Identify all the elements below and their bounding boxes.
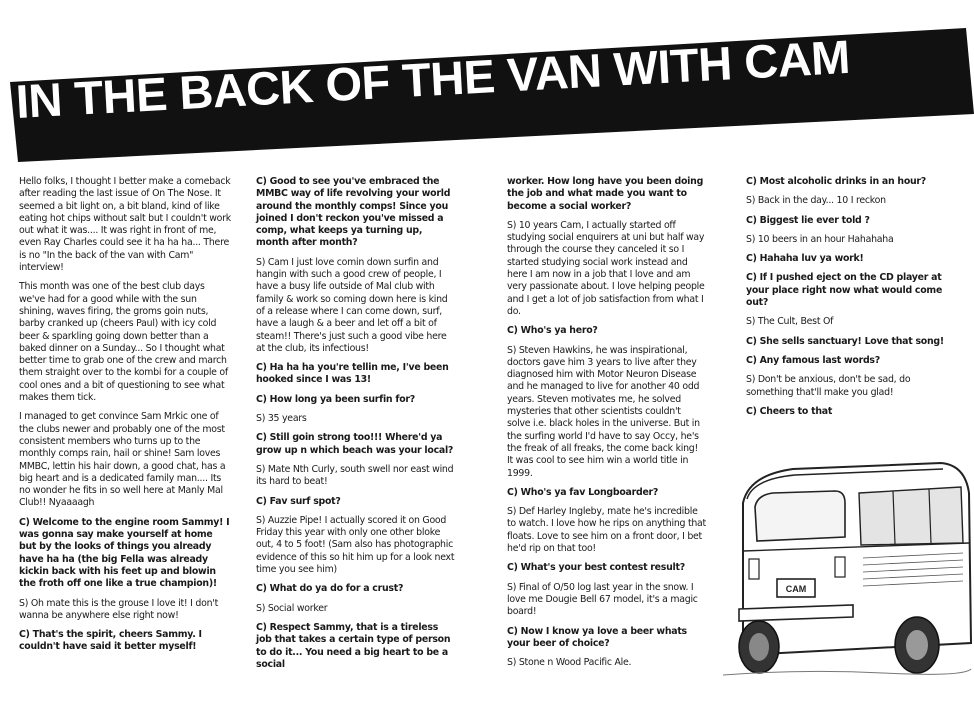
interview-paragraph: S) 10 beers in an hour Hahahaha <box>746 233 894 245</box>
interview-paragraph: S) The Cult, Best Of <box>746 316 834 328</box>
interview-question: C) Biggest lie ever told ? <box>746 214 870 226</box>
interview-question: C) What's your best contest result? <box>507 562 685 574</box>
title-banner <box>0 0 974 175</box>
interview-paragraph: S) Social worker <box>256 602 328 614</box>
interview-question: C) Who's ya hero? <box>507 325 598 337</box>
interview-question: C) Still goin strong too!!! Where'd ya grow up n which beach was your local? <box>256 432 454 456</box>
interview-paragraph: S) Def Harley Ingleby, mate he's incredible to watch. I love how he rips on anything that floats. Love to see him on a front door, I bet he'd rip on that too! <box>507 506 706 555</box>
kombi-van-illustration <box>713 433 973 701</box>
interview-question: C) Hahaha luv ya work! <box>746 253 864 265</box>
interview-question: C) That's the spirit, cheers Sammy. I couldn't have said it better myself! <box>19 629 202 653</box>
interview-question: C) If I pushed eject on the CD player at your place right now what would come out? <box>746 272 943 309</box>
article-column-4 <box>746 176 954 425</box>
interview-question: C) Most alcoholic drinks in an hour? <box>746 176 926 187</box>
interview-paragraph: Hello folks, I thought I better make a comeback after reading the last issue of On The Nose. It seemed a bit light on, a bit bland, kind of like eating hot chips without salt but I couldn't work out what it was.... It was right in front of me, even Ray Charles could see it ha ha ha... There is no "In the back of the van with Cam" interview! <box>19 176 231 274</box>
interview-paragraph: S) Steven Hawkins, he was inspirational, doctors gave him 3 years to live after they diagnosed him with Motor Neuron Disease and he managed to live for another 40 odd years. Steven motivates me, he solved mysteries that other scientists couldn't solve i.e. black holes in the universe. But in the surfing world I'd have to say Occy, he's the freak of all freaks, the come back king! It was cool to see him win a world title in 1999. <box>507 344 700 479</box>
interview-question: C) Who's ya fav Longboarder? <box>507 486 659 498</box>
article-column-2 <box>256 176 456 678</box>
interview-question: C) Now I know ya love a beer whats your beer of choice? <box>507 625 687 649</box>
interview-paragraph: S) Cam I just love comin down surfin and hangin with such a good crew of people, I have a busy life outside of Mal club with family & work so coming down here is kind of a release where I can come down, surf, have a laugh & a beer and let off a bit of steam!! There's just such a good vibe here at the club, its infectious! <box>256 256 448 354</box>
interview-paragraph: This month was one of the best club days we've had for a good while with the sun shining, waves firing, the groms goin nuts, barby cranked up (cheers Paul) with icy cold beer & sparkling going down better than a baked dinner on a Sunday... So I thought what better time to grab one of the crew and march them straight over to the kombi for a couple of cool ones and a bit of questioning to see what makes them tick. <box>19 281 228 404</box>
interview-paragraph: S) Mate Nth Curly, south swell nor east wind its hard to beat! <box>256 463 454 488</box>
interview-paragraph: S) 35 years <box>256 413 307 425</box>
interview-question: C) Cheers to that <box>746 405 833 417</box>
interview-paragraph: I managed to get convince Sam Mrkic one of the clubs newer and probably one of the most consistent members who turns up to the monthly comps rain, hail or shine! Sam loves MMBC, lettin his hair down, a good chat, has a big heart and is a dedicated family man.... Its no wonder he fits in so well here at Manly Mal Club!! Nyaaaagh <box>19 411 226 509</box>
interview-question: C) She sells sanctuary! Love that song! <box>746 335 944 347</box>
page-title: IN THE BACK OF THE VAN WITH CAM <box>14 29 852 128</box>
van-plate: CAM <box>785 584 807 594</box>
interview-paragraph: S) Stone n Wood Pacific Ale. <box>507 657 632 669</box>
interview-paragraph: S) Final of O/50 log last year in the snow. I love me Dougie Bell 67 model, it's a magic board! <box>507 581 698 618</box>
interview-question: C) Any famous last words? <box>746 354 880 366</box>
interview-question: C) Ha ha ha you're tellin me, I've been hooked since I was 13! <box>256 362 449 386</box>
interview-paragraph: S) Don't be anxious, don't be sad, do something that'll make you glad! <box>746 374 911 398</box>
interview-paragraph: S) Back in the day... 10 I reckon <box>746 195 886 207</box>
interview-question: C) Respect Sammy, that is a tireless job that takes a certain type of person to do it... You need a big heart to be a social <box>256 621 451 670</box>
article-column-3 <box>507 176 706 676</box>
interview-question: C) Fav surf spot? <box>256 495 341 507</box>
article-column-1 <box>19 176 231 661</box>
interview-question: worker. How long have you been doing the job and what made you want to become a social worker? <box>507 176 704 212</box>
interview-paragraph: S) 10 years Cam, I actually started off studying social enquirers at uni but half way through the course they canceled it so I started studying social work instead and here I am now in a job that I love and am very passionate about. I love helping people and I get a lot of job satisfaction from what I do. <box>507 219 705 317</box>
interview-question: C) What do ya do for a crust? <box>256 583 404 595</box>
interview-question: C) Good to see you've embraced the MMBC way of life revolving your world around the monthly comps! Since you joined I don't reckon you've missed a comp, what keeps ya turning up, month after month? <box>256 176 451 249</box>
interview-question: C) How long ya been surfin for? <box>256 393 415 405</box>
interview-paragraph: S) Auzzie Pipe! I actually scored it on Good Friday this year with only one other bloke out, 4 to 5 foot! (Sam also has photographic evidence of this so hit him up for a look next time you see him) <box>256 514 455 576</box>
interview-question: C) Welcome to the engine room Sammy! I was gonna say make yourself at home but by the looks of things you already have ha ha (the big Fella was already kickin back with his feet up and blowin the froth off one like a true champion)! <box>19 516 230 590</box>
interview-paragraph: S) Oh mate this is the grouse I love it! I don't wanna be anywhere else right now! <box>19 597 219 621</box>
